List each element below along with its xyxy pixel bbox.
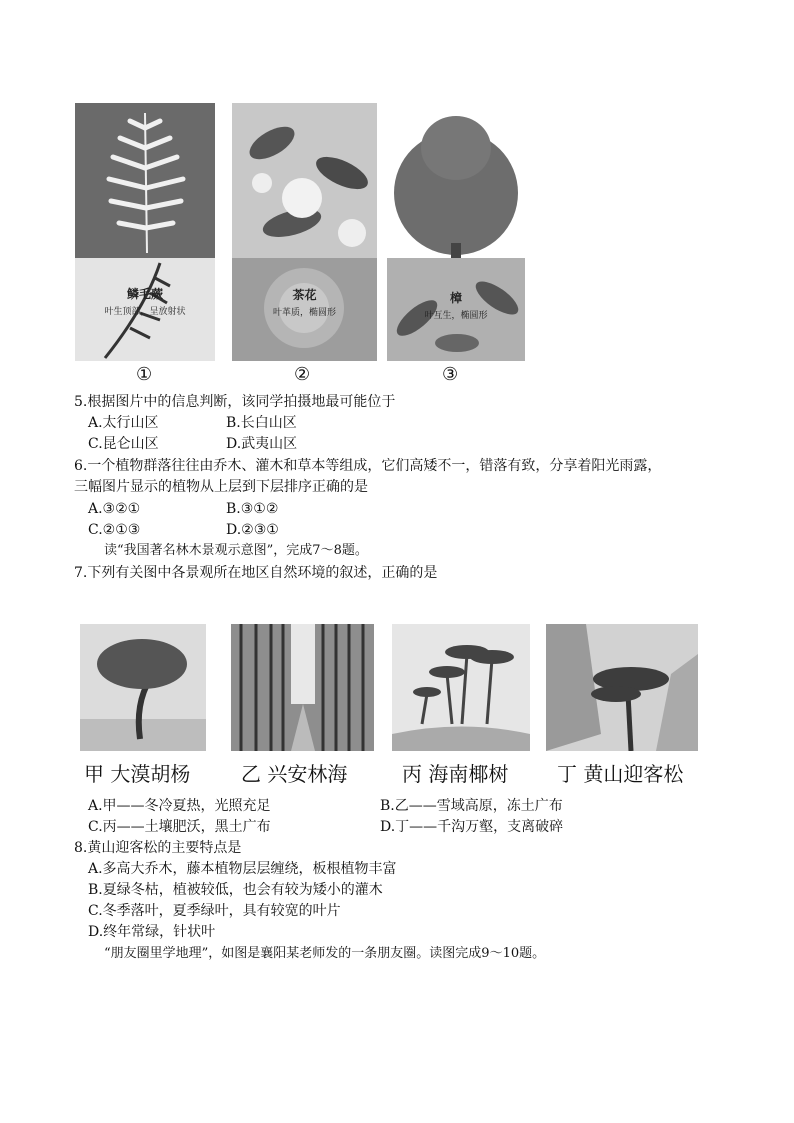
q6-option-a: A.③②① xyxy=(88,501,141,517)
camellia-desc: 叶革质，椭圆形 xyxy=(272,308,336,318)
forest-icon xyxy=(231,624,374,751)
fern-leaf-photo xyxy=(75,258,215,361)
landscape-label-bing: 丙 海南椰树 xyxy=(402,762,509,786)
landscape-label-jia: 甲 大漠胡杨 xyxy=(84,762,191,786)
q7-option-b: B.乙——雪域高原，冻土广布 xyxy=(380,798,563,814)
landscape-label-yi: 乙 兴安林海 xyxy=(241,762,348,786)
q8-option-b: B.夏绿冬枯，植被较低，也会有较为矮小的灌木 xyxy=(88,882,383,898)
q5-option-d: D.武夷山区 xyxy=(226,436,298,452)
camphor-tree-photo xyxy=(387,103,525,258)
xingan-forest-photo xyxy=(231,624,374,751)
q7-8-intro: 读“我国著名林木景观示意图”，完成7～8题。 xyxy=(104,543,368,558)
camellia-leaf-photo xyxy=(232,258,377,361)
q6-stem-line2: 三幅图片显示的植物从上层到下层排序正确的是 xyxy=(74,479,368,495)
camellia-photo xyxy=(232,103,377,258)
hainan-coconut-photo xyxy=(392,624,530,751)
q5-option-c: C.昆仑山区 xyxy=(88,436,159,452)
q5-option-b: B.长白山区 xyxy=(226,415,297,431)
q6-option-c: C.②①③ xyxy=(88,522,141,538)
q7-option-c: C.丙——土壤肥沃，黑土广布 xyxy=(88,819,271,835)
pine-tree-icon xyxy=(546,624,698,751)
populus-photo xyxy=(80,624,206,751)
populus-tree-icon xyxy=(80,624,206,751)
q8-stem: 8.黄山迎客松的主要特点是 xyxy=(74,840,242,856)
camphor-desc: 叶互生，椭圆形 xyxy=(424,311,488,321)
landscape-label-ding: 丁 黄山迎客松 xyxy=(557,762,684,786)
camphor-name: 樟 xyxy=(449,291,462,305)
q8-option-a: A.多高大乔木，藤本植物层层缠绕，板根植物丰富 xyxy=(88,861,397,877)
palm-tree-icon xyxy=(392,624,530,751)
camellia-flower-icon xyxy=(232,103,377,258)
fern-frond-icon xyxy=(75,103,215,258)
q8-option-d: D.终年常绿，针状叶 xyxy=(88,924,216,940)
q7-stem: 7.下列有关图中各景观所在地区自然环境的叙述，正确的是 xyxy=(74,565,438,581)
q6-option-d: D.②③① xyxy=(226,522,279,538)
q7-option-a: A.甲——冬冷夏热，光照充足 xyxy=(88,798,271,814)
camphor-tree-icon xyxy=(387,103,525,258)
figure-number-3: ③ xyxy=(442,364,459,385)
camellia-name: 茶花 xyxy=(292,288,317,302)
q9-10-intro: “朋友圈里学地理”，如图是襄阳某老师发的一条朋友圈。读图完成9～10题。 xyxy=(104,946,546,961)
fern-desc: 叶生顶部，呈放射状 xyxy=(104,307,186,317)
figure-number-1: ① xyxy=(136,364,153,385)
q6-option-b: B.③①② xyxy=(226,501,279,517)
fern-photo xyxy=(75,103,215,258)
fern-name: 鳞毛蕨 xyxy=(126,287,163,301)
q8-option-c: C.冬季落叶，夏季绿叶，具有较宽的叶片 xyxy=(88,903,341,919)
welcoming-pine-photo xyxy=(546,624,698,751)
camphor-leaf-photo xyxy=(387,258,525,361)
q7-option-d: D.丁——千沟万壑，支离破碎 xyxy=(380,819,564,835)
q6-stem-line1: 6.一个植物群落往往由乔木、灌木和草本等组成，它们高矮不一，错落有致，分享着阳光雨露， xyxy=(74,458,662,474)
q5-option-a: A.太行山区 xyxy=(88,415,159,431)
figure-number-2: ② xyxy=(294,364,311,385)
q5-stem: 5.根据图片中的信息判断，该同学拍摄地最可能位于 xyxy=(74,394,396,410)
